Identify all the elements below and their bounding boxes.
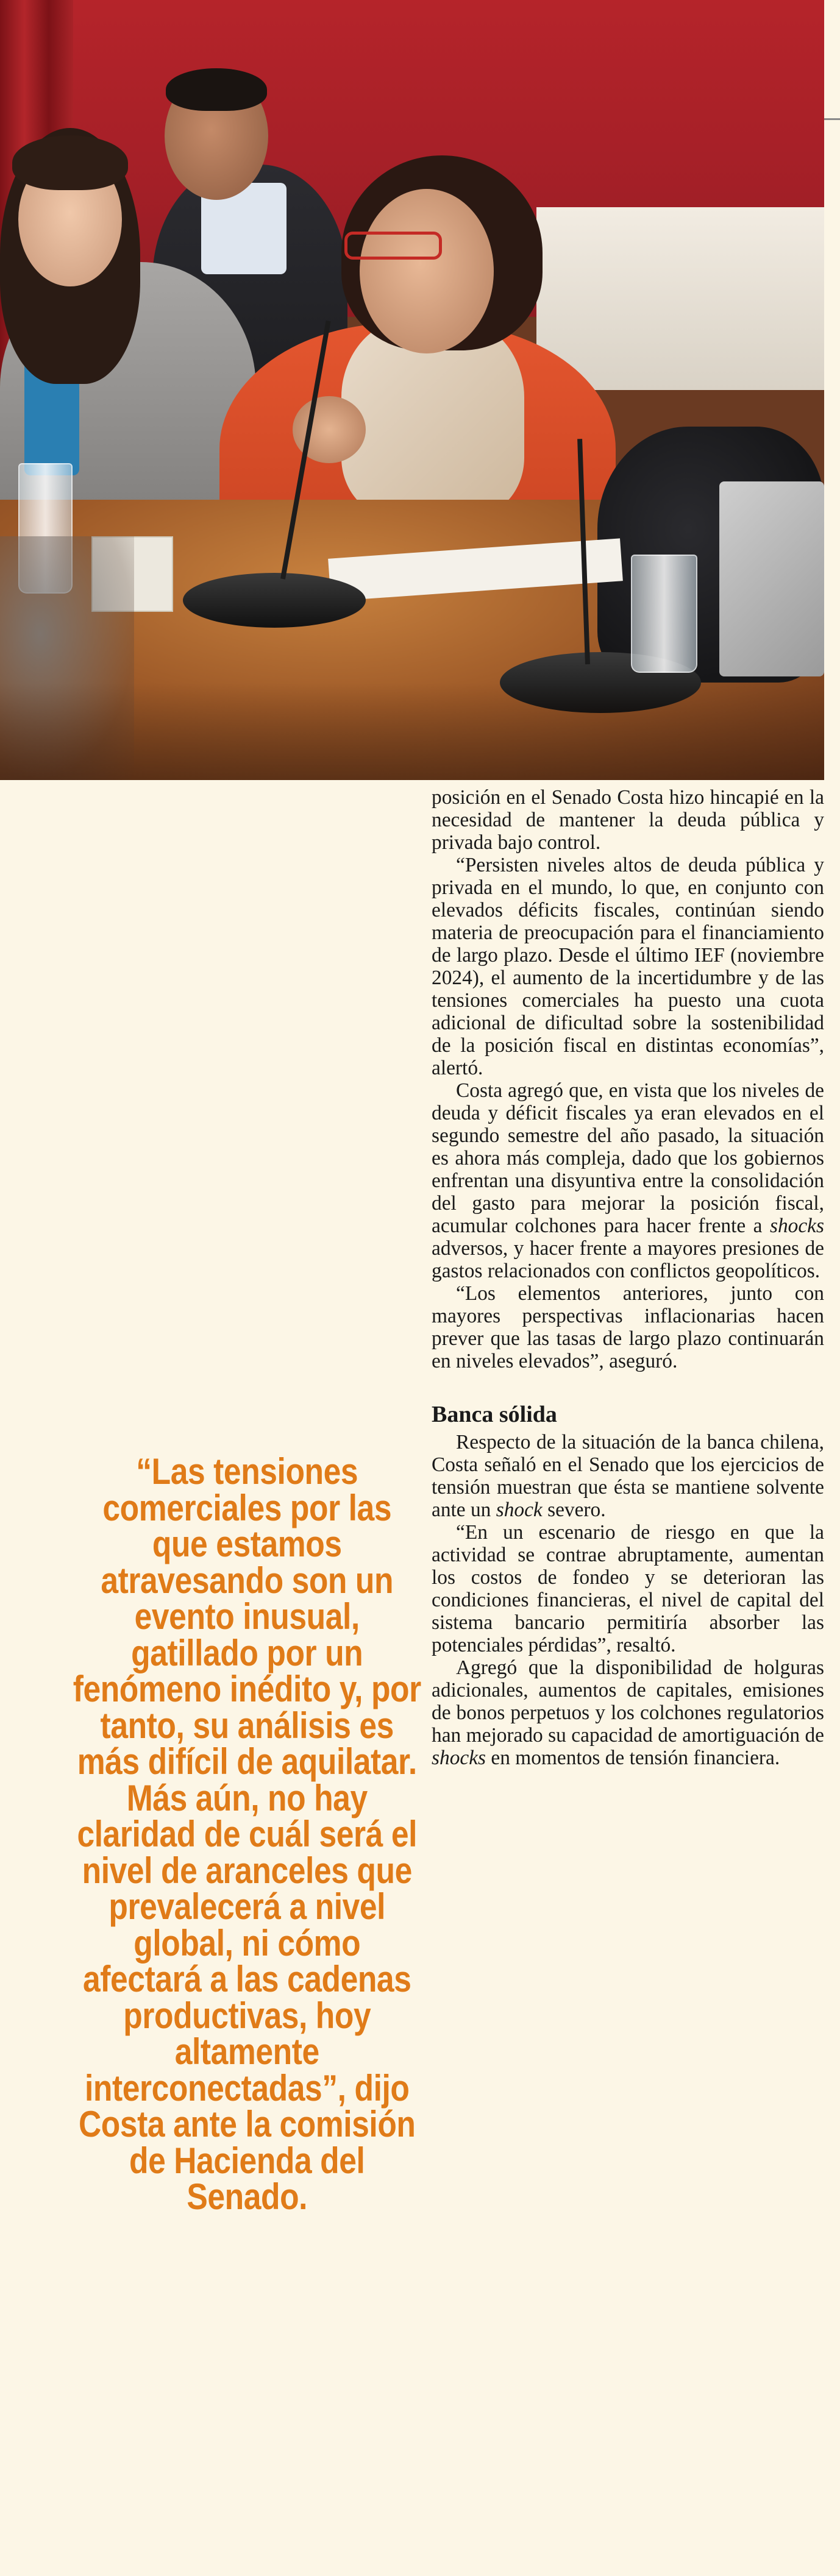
section-heading: Banca sólida	[432, 1402, 557, 1427]
photo-laptop	[719, 481, 824, 676]
pull-quote	[72, 1453, 422, 2215]
paragraph: Costa agregó que, en vista que los niveles de deuda y déficit fiscales ya eran elevados en el segundo semestre del año pasado, la situación es ahora más compleja, dado que los gobiernos enfrentan una disyuntiva entre la consolidación del gasto para mejorar la posición fiscal, acumular colchones para hacer frente a shocks adversos, y hacer frente a mayores presiones de gastos relacionados con conflictos geopolíticos.	[432, 1079, 824, 1282]
photo-wall-panel	[536, 207, 824, 390]
paragraph: “Los elementos anteriores, junto con mayores perspectivas inflacionarias hacen prever que las tasas de largo plazo continuarán en niveles elevados”, aseguró.	[432, 1282, 824, 1372]
paragraph: Respecto de la situación de la banca chilena, Costa señaló en el Senado que los ejercicios de tensión muestran que ésta se mantiene solvente ante un shock severo.	[432, 1431, 824, 1521]
paragraph: Agregó que la disponibilidad de holguras adicionales, aumentos de capitales, emisiones de bonos perpetuos y los colchones regulatorios han mejorado su capacidad de amortiguación de shocks en momentos de tensión financiera.	[432, 1656, 824, 1769]
photo-table-shadow	[0, 683, 824, 780]
photo-water-glass	[631, 555, 697, 673]
page-edge-rule	[824, 118, 840, 120]
paragraph: posición en el Senado Costa hizo hincapié en la necesidad de mantener la deuda pública y privada bajo control.	[432, 786, 824, 854]
paragraph: “Persisten niveles altos de deuda pública y privada en el mundo, lo que, en conjunto con elevados déficits fiscales, continúan siendo materia de preocupación para el financiamiento de largo plazo. Desde el último IEF (noviembre 2024), el aumento de la incertidumbre y de las tensiones comerciales ha puesto una cuota adicional de dificultad sobre la sostenibilidad de la posición fiscal en distintas economías”, alertó.	[432, 854, 824, 1079]
article-photo	[0, 0, 824, 780]
article-body	[432, 786, 824, 1769]
paragraph: “En un escenario de riesgo en que la actividad se contrae abruptamente, aumentan los costos de fondeo y se deterioran las condiciones financieras, el nivel de capital del sistema bancario permitiría absorber las potenciales pérdidas”, resaltó.	[432, 1521, 824, 1656]
pull-quote-text: “Las tensiones comerciales por las que estamos atravesando son un evento inusual, gatillado por un fenómeno inédito y, por tanto, su análisis es más difícil de aquilatar. Más aún, no hay claridad de cuál será el nivel de aranceles que prevalecerá a nivel global, ni cómo afectará a las cadenas productivas, hoy altamente interconectadas”, dijo Costa ante la comisión de Hacienda del Senado.	[73, 1451, 421, 2217]
photo-microphone-base	[183, 573, 366, 628]
